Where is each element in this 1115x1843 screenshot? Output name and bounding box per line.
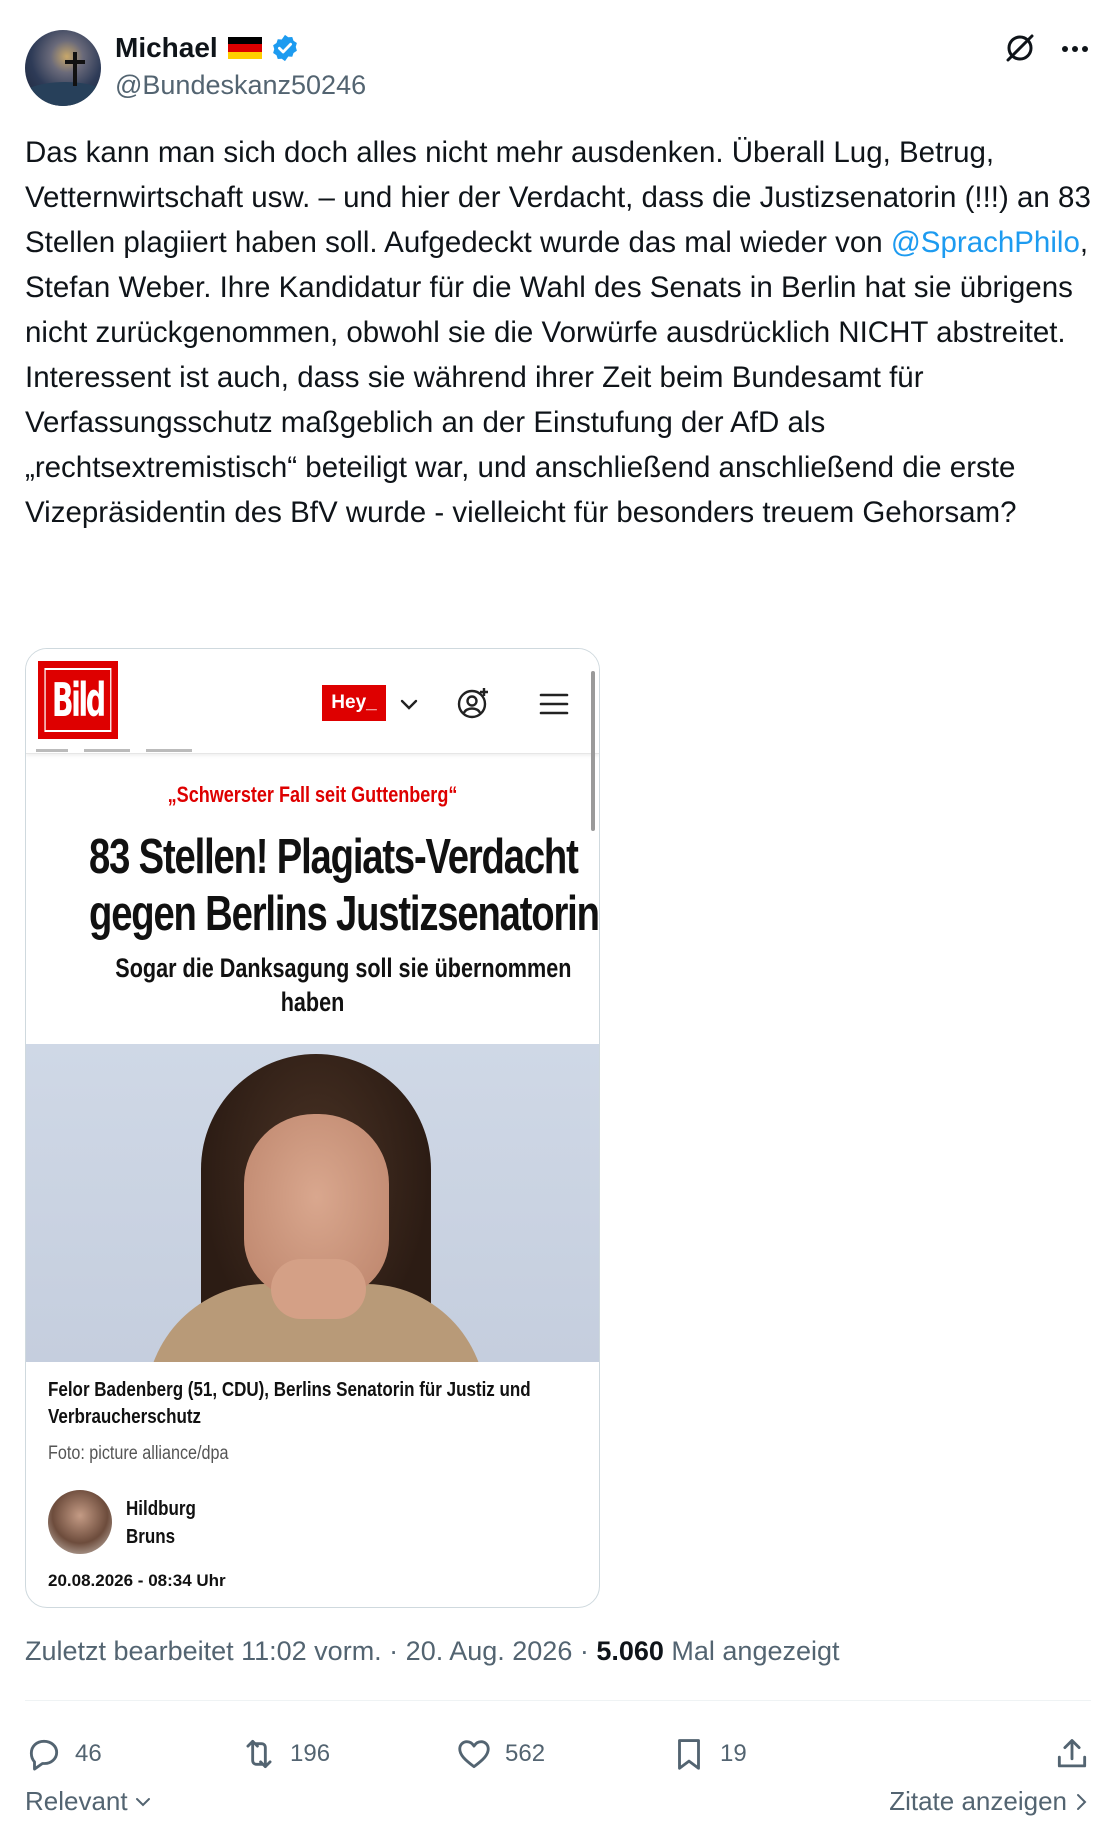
photo-credit: Foto: picture alliance/dpa xyxy=(48,1443,229,1464)
hey-button: Hey_ xyxy=(322,685,386,721)
subline-line-2: haben xyxy=(280,987,345,1017)
article-kicker: „Schwerster Fall seit Guttenberg“ xyxy=(167,782,458,807)
author-handle[interactable]: @Bundeskanz50246 xyxy=(115,70,367,100)
tweet-text-part1: Das kann man sich doch alles nicht mehr ausdenken. Überall Lug, Betrug, Vetternwirtschaft usw. – und hier der Verdacht, dass die Justizsenatorin (!!!) an 83 Stellen plagiiert haben soll. Aufgedeckt wurde das mal wieder von xyxy=(25,136,1091,259)
view-quotes-link[interactable] xyxy=(889,1786,1091,1817)
share-button[interactable] xyxy=(1053,1730,1091,1778)
chevron-down-icon xyxy=(398,693,420,715)
bild-header-bar xyxy=(26,649,599,754)
tweet-text-part2: , Stefan Weber. Ihre Kandidatur für die Wahl des Senats in Berlin hat sie übrigens nicht zurückgenommen, obwohl sie die Vorwürfe ausdrücklich NICHT abstreitet. Interessent ist auch, dass sie während ihrer Zeit beim Bundesamt für Verfassungsschutz maßgeblich an der Einstufung der AfD als „rechtsextremistisch“ beteiligt war, und anschließend anschließend die erste Vizepräsidentin des BfV wurde - vielleicht für besonders treuem Gehorsam? xyxy=(25,226,1089,529)
german-flag-icon xyxy=(228,37,262,59)
chevron-down-icon xyxy=(132,1791,154,1813)
article-date: 20.08.2026 - 08:34 Uhr xyxy=(48,1571,226,1590)
author-name-row xyxy=(115,30,300,66)
conversation-controls xyxy=(25,1786,1091,1826)
tweet-text xyxy=(25,130,1095,535)
bookmark-count: 19 xyxy=(720,1740,747,1767)
subline-line-1: Sogar die Danksagung soll sie übernommen xyxy=(115,953,572,983)
headline-line-2: gegen Berlins Justizsenatorin xyxy=(89,887,599,941)
edited-timestamp[interactable]: Zuletzt bearbeitet 11:02 vorm. · 20. Aug. 2026 · xyxy=(25,1636,597,1666)
repost-icon xyxy=(240,1735,278,1773)
user-account-icon xyxy=(456,685,492,721)
bild-logo: Bild xyxy=(38,661,118,739)
reply-icon xyxy=(25,1735,63,1773)
article-photo xyxy=(26,1044,599,1362)
quotes-label: Zitate anzeigen xyxy=(889,1786,1067,1816)
scrollbar xyxy=(591,671,595,831)
author-last-name: Bruns xyxy=(126,1526,176,1548)
verified-badge-icon[interactable] xyxy=(270,33,300,63)
hamburger-menu-icon xyxy=(538,691,570,717)
caption-line-2: Verbraucherschutz xyxy=(48,1406,202,1428)
caption-line-1: Felor Badenberg (51, CDU), Berlins Senatorin für Justiz und xyxy=(48,1379,531,1401)
view-count: 5.060 xyxy=(596,1636,664,1666)
like-count: 562 xyxy=(505,1740,546,1767)
sort-label: Relevant xyxy=(25,1786,128,1816)
article-author-avatar xyxy=(48,1490,112,1554)
action-bar xyxy=(25,1730,1091,1778)
grok-icon[interactable] xyxy=(1002,30,1038,66)
photo-caption xyxy=(48,1377,568,1431)
like-button[interactable] xyxy=(455,1730,545,1778)
bookmark-button[interactable] xyxy=(670,1730,747,1778)
share-icon xyxy=(1053,1735,1091,1773)
article-author-name xyxy=(126,1495,208,1551)
author-first-name: Hildburg xyxy=(126,1498,196,1520)
author-display-name[interactable]: Michael xyxy=(115,32,218,63)
attached-image[interactable] xyxy=(25,648,600,1608)
more-options-icon[interactable] xyxy=(1057,34,1093,64)
nav-tab-strip xyxy=(36,749,236,753)
divider xyxy=(25,1700,1091,1701)
repost-button[interactable] xyxy=(240,1730,330,1778)
reply-button[interactable] xyxy=(25,1730,102,1778)
article-subline xyxy=(66,951,572,1019)
headline-line-1: 83 Stellen! Plagiats-Verdacht xyxy=(89,830,578,884)
sort-dropdown[interactable] xyxy=(25,1786,154,1817)
heart-icon xyxy=(455,1735,493,1773)
tweet-meta xyxy=(25,1636,840,1667)
views-label: Mal angezeigt xyxy=(663,1636,840,1666)
reply-count: 46 xyxy=(75,1740,102,1767)
article-headline xyxy=(26,829,599,943)
repost-count: 196 xyxy=(290,1740,331,1767)
author-avatar[interactable] xyxy=(25,30,101,106)
chevron-right-icon xyxy=(1073,1790,1091,1814)
mention-link[interactable]: @SprachPhilo xyxy=(890,226,1080,259)
bookmark-icon xyxy=(670,1735,708,1773)
